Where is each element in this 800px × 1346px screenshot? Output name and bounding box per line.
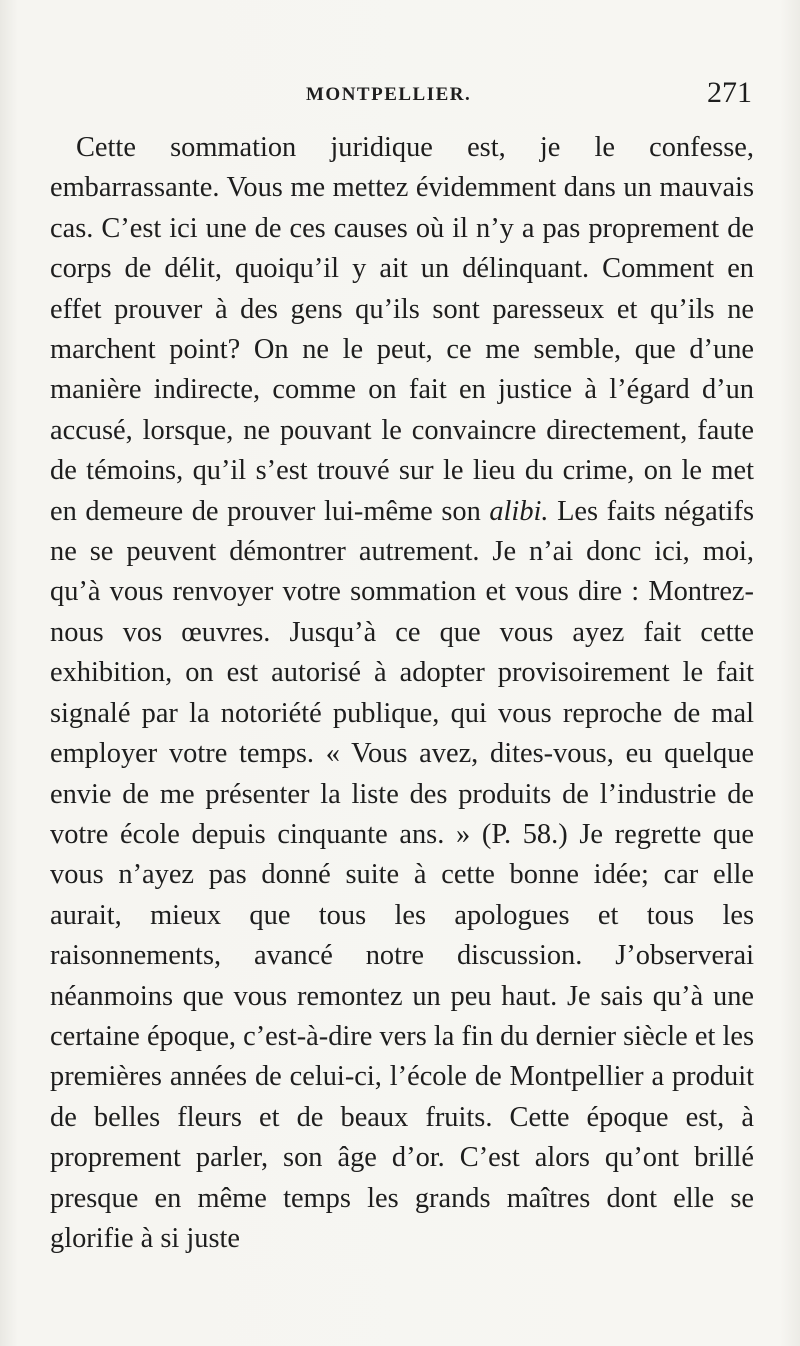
page-header: [50, 74, 754, 114]
paragraph: [50, 128, 754, 1259]
text-segment: Les faits négatifs ne se peuvent démontrer autrement. Je n’ai donc ici, moi, qu’à vous renvoyer votre sommation et vous dire : Montrez-nous vos œuvres. Jusqu’à ce que vous ayez fait cette exhibition, on est autorisé à adopter provisoirement le fait signalé par la notoriété publique, qui vous reproche de mal employer votre temps. « Vous avez, dites-vous, eu quelque envie de me présenter la liste des produits de l’industrie de votre école depuis cinquante ans. » (P. 58.) Je regrette que vous n’ayez pas donné suite à cette bonne idée; car elle aurait, mieux que tous les apologues et tous les raisonnements, avancé notre discussion. J’observerai néanmoins que vous remontez un peu haut. Je sais qu’à une certaine époque, c’est-à-dire vers la fin du dernier siècle et les premières années de celui-ci, l’école de Montpellier a produit de belles fleurs et de beaux fruits. Cette époque est, à proprement parler, son âge d’or. C’est alors qu’ont brillé presque en même temps les grands maîtres dont elle se glorifie à si juste: [50, 495, 754, 1254]
page-number: 271: [707, 76, 752, 109]
text-segment: Cette sommation juridique est, je le confesse, embarrassante. Vous me mettez évidemment dans un mauvais cas. C’est ici une de ces causes où il n’y a pas proprement de corps de délit, quoiqu’il y ait un délinquant. Comment en effet prouver à des gens qu’ils sont paresseux et qu’ils ne marchent point? On ne le peut, ce me semble, que d’une manière indirecte, comme on fait en justice à l’égard d’un accusé, lorsque, ne pouvant le convaincre directement, faute de témoins, qu’il s’est trouvé sur le lieu du crime, on le met en demeure de prouver lui-même son: [50, 132, 754, 527]
body-text: [50, 128, 754, 1308]
italic-word-alibi: alibi.: [489, 495, 549, 527]
running-title: MONTPELLIER.: [306, 84, 472, 105]
